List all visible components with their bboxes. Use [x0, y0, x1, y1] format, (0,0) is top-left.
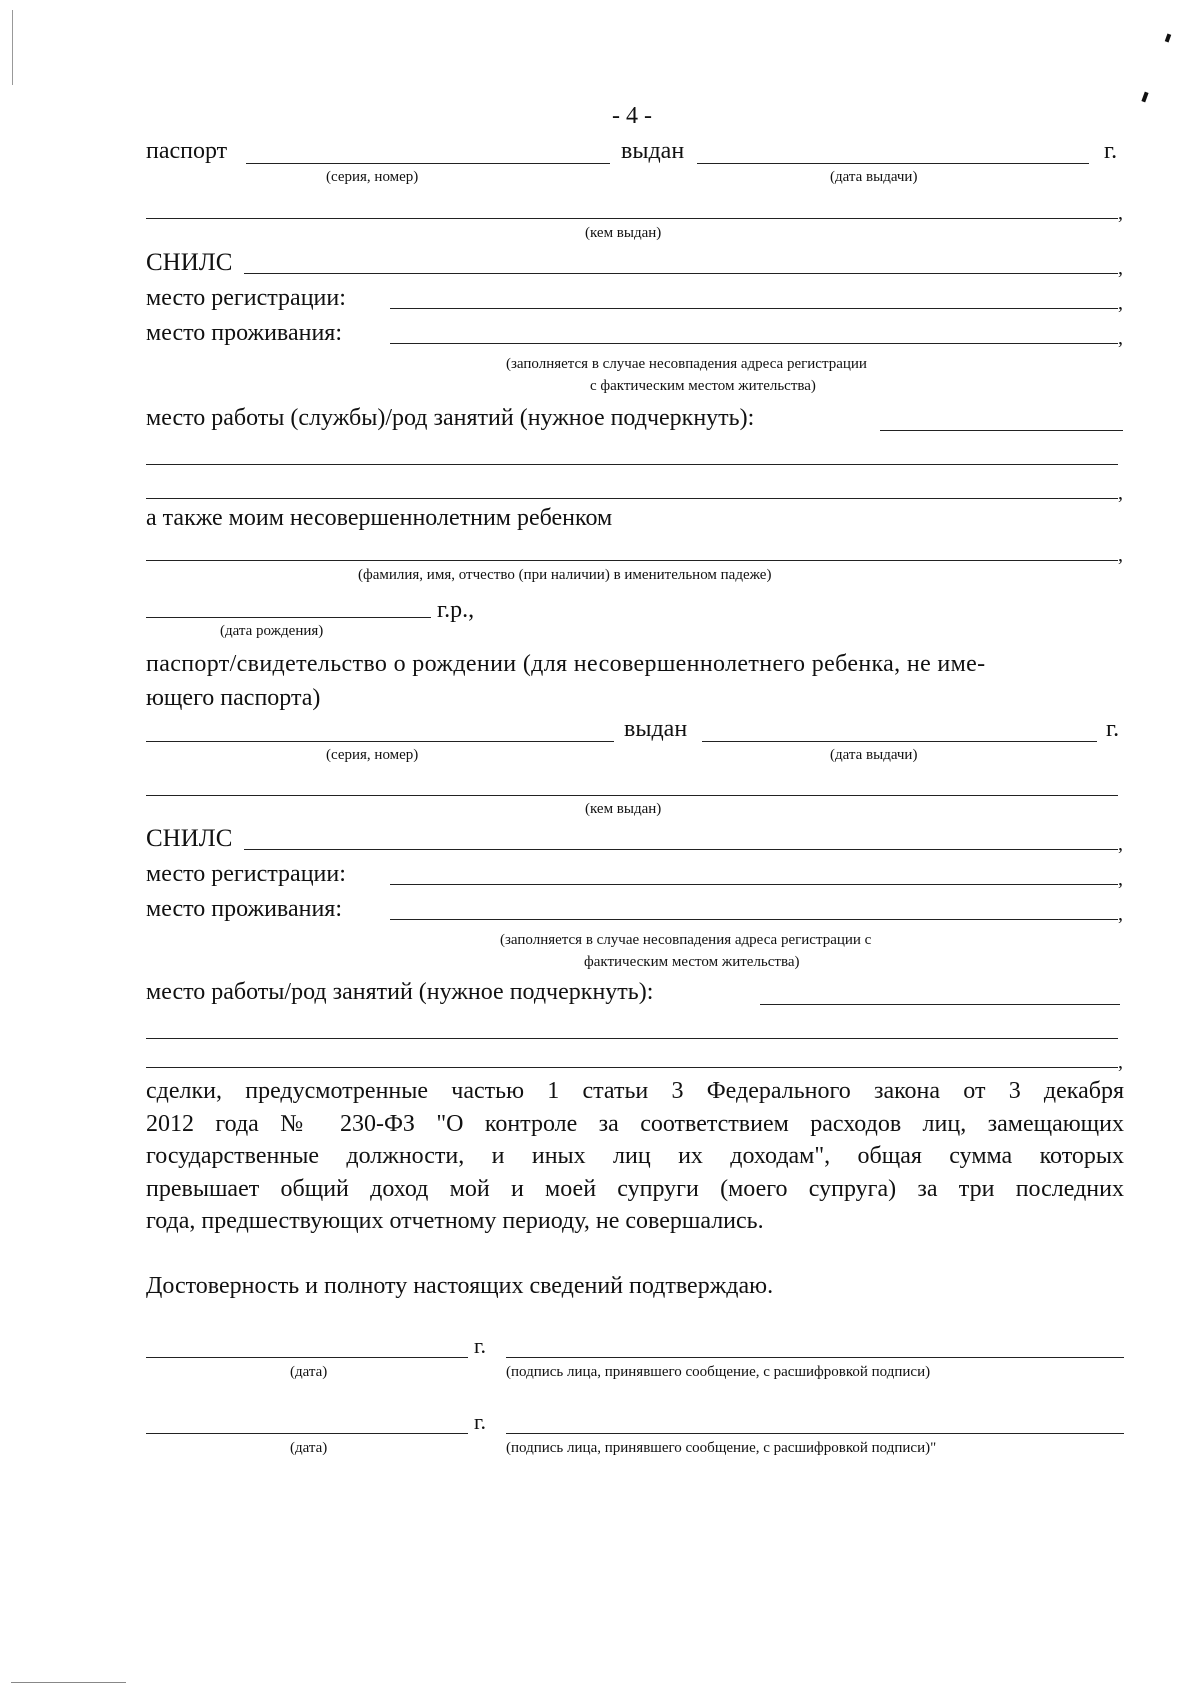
child-snils-label: СНИЛС — [146, 825, 233, 852]
date-hint-2: (дата) — [290, 1440, 328, 1456]
date-hint-1: (дата) — [290, 1364, 328, 1380]
residence-hint-2: с фактическим местом жительства) — [590, 378, 816, 394]
child-issue-date-field[interactable] — [702, 741, 1097, 742]
year-suffix-2: г. — [474, 1409, 487, 1434]
issued-by-field[interactable] — [146, 218, 1118, 219]
work-field-line2[interactable] — [146, 464, 1118, 465]
snils-label: СНИЛС — [146, 249, 233, 276]
issued-label: выдан — [621, 138, 685, 164]
confirmation-text: Достоверность и полноту настоящих сведений подтверждаю. — [146, 1273, 774, 1299]
comma: , — [1118, 1051, 1123, 1073]
child-residence-hint-1: (заполняется в случае несовпадения адреса регистрации с — [500, 932, 872, 948]
passport-series-field[interactable] — [246, 163, 610, 164]
passport-issue-date-field[interactable] — [697, 163, 1089, 164]
series-number-hint: (серия, номер) — [326, 169, 419, 185]
scan-speck — [1165, 34, 1171, 43]
child-residence-label: место проживания: — [146, 896, 342, 922]
snils-field[interactable] — [244, 273, 1118, 274]
work-field[interactable] — [880, 430, 1123, 431]
registration-field[interactable] — [390, 308, 1118, 309]
child-work-field[interactable] — [760, 1004, 1120, 1005]
statement-line: превышает общий доход мой и моей супруги (моего супруга) за три последних — [146, 1175, 1124, 1202]
residence-label: место проживания: — [146, 320, 342, 346]
scan-bottom-line — [11, 1682, 126, 1683]
child-intro: а также моим несовершеннолетним ребенком — [146, 505, 613, 531]
child-residence-field[interactable] — [390, 919, 1118, 920]
statement-line: сделки, предусмотренные частью 1 статьи 3 Федерального закона от 3 декабря — [146, 1078, 1124, 1104]
signature-hint-2: (подпись лица, принявшего сообщение, с расшифровкой подписи)" — [506, 1440, 937, 1456]
comma: , — [1118, 327, 1123, 349]
child-residence-hint-2: фактическим местом жительства) — [584, 954, 800, 970]
statement-paragraph — [146, 1075, 1124, 1238]
date-field-1[interactable] — [146, 1357, 468, 1358]
child-work-label: место работы/род занятий (нужное подчеркнуть): — [146, 979, 654, 1005]
statement-line: года, предшествующих отчетному периоду, не совершались. — [146, 1208, 764, 1234]
passport-label: паспорт — [146, 138, 228, 164]
comma: , — [1118, 257, 1123, 279]
child-issued-label: выдан — [624, 716, 688, 742]
year-suffix-1: г. — [474, 1333, 487, 1358]
signature-hint-1: (подпись лица, принявшего сообщение, с расшифровкой подписи) — [506, 1364, 931, 1380]
issued-by-hint: (кем выдан) — [585, 225, 662, 241]
scan-margin-line — [12, 10, 13, 85]
child-issued-by-hint: (кем выдан) — [585, 801, 662, 817]
child-birth-date-field[interactable] — [146, 617, 431, 618]
residence-field[interactable] — [390, 343, 1118, 344]
child-work-field-line2[interactable] — [146, 1038, 1118, 1039]
comma: , — [1118, 292, 1123, 314]
birth-suffix: г.р., — [437, 597, 475, 623]
child-series-number-hint: (серия, номер) — [326, 747, 419, 763]
scan-speck — [1141, 92, 1148, 103]
comma: , — [1118, 482, 1123, 504]
page-number: - 4 - — [612, 103, 652, 129]
child-registration-label: место регистрации: — [146, 861, 346, 887]
child-name-field[interactable] — [146, 560, 1118, 561]
child-registration-field[interactable] — [390, 884, 1118, 885]
work-label: место работы (службы)/род занятий (нужное подчеркнуть): — [146, 405, 755, 431]
child-document-line1: паспорт/свидетельство о рождении (для несовершеннолетнего ребенка, не име- — [146, 651, 986, 677]
child-document-line2: ющего паспорта) — [146, 685, 321, 711]
residence-hint-1: (заполняется в случае несовпадения адреса регистрации — [506, 356, 867, 372]
comma: , — [1118, 903, 1123, 925]
child-name-hint: (фамилия, имя, отчество (при наличии) в именительном падеже) — [358, 567, 772, 583]
child-snils-field[interactable] — [244, 849, 1118, 850]
child-work-field-line3[interactable] — [146, 1067, 1118, 1068]
child-passport-series-field[interactable] — [146, 741, 614, 742]
child-year-suffix: г. — [1106, 716, 1120, 742]
work-field-line3[interactable] — [146, 498, 1118, 499]
date-field-2[interactable] — [146, 1433, 468, 1434]
statement-line: 2012 года № 230-ФЗ "О контроле за соответствием расходов лиц, замещающих — [146, 1110, 1124, 1137]
signature-field-2[interactable] — [506, 1433, 1124, 1434]
comma: , — [1118, 833, 1123, 855]
year-suffix: г. — [1104, 138, 1118, 164]
child-issued-by-field[interactable] — [146, 795, 1118, 796]
statement-line: государственные должности, и иных лиц их доходам", общая сумма которых — [146, 1143, 1124, 1169]
registration-label: место регистрации: — [146, 285, 346, 311]
birth-date-hint: (дата рождения) — [220, 623, 324, 639]
issue-date-hint: (дата выдачи) — [830, 169, 918, 185]
child-issue-date-hint: (дата выдачи) — [830, 747, 918, 763]
comma: , — [1118, 544, 1123, 566]
comma: , — [1118, 868, 1123, 890]
signature-field-1[interactable] — [506, 1357, 1124, 1358]
comma: , — [1118, 202, 1123, 224]
